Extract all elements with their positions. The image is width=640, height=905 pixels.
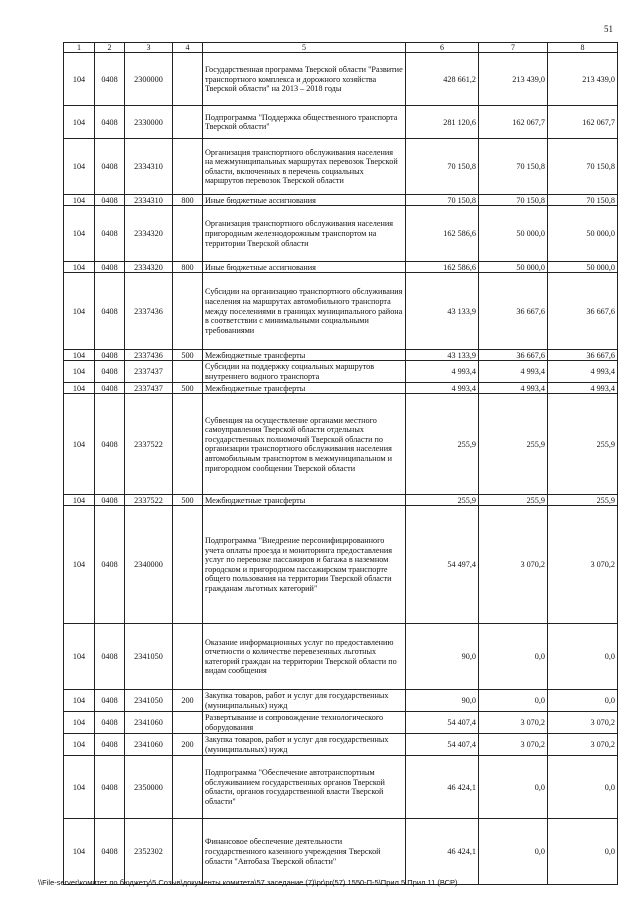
amount-cell: 36 667,6 bbox=[479, 273, 548, 350]
item-name-cell: Межбюджетные трансферты bbox=[203, 383, 406, 394]
expense-type-cell: 800 bbox=[173, 195, 203, 206]
column-header: 2 bbox=[95, 43, 125, 53]
amount-cell: 70 150,8 bbox=[406, 195, 479, 206]
target-article-cell: 2330000 bbox=[125, 106, 173, 139]
amount-cell: 90,0 bbox=[406, 690, 479, 712]
section-cell: 0408 bbox=[95, 195, 125, 206]
section-cell: 0408 bbox=[95, 734, 125, 756]
target-article-cell: 2352302 bbox=[125, 819, 173, 885]
amount-cell: 0,0 bbox=[548, 624, 618, 690]
amount-cell: 70 150,8 bbox=[548, 139, 618, 195]
expense-type-cell bbox=[173, 712, 203, 734]
code-cell: 104 bbox=[64, 394, 95, 495]
amount-cell: 162 067,7 bbox=[479, 106, 548, 139]
section-cell: 0408 bbox=[95, 383, 125, 394]
expense-type-cell: 800 bbox=[173, 262, 203, 273]
section-cell: 0408 bbox=[95, 106, 125, 139]
column-header: 6 bbox=[406, 43, 479, 53]
amount-cell: 0,0 bbox=[479, 624, 548, 690]
section-cell: 0408 bbox=[95, 394, 125, 495]
item-name-cell: Закупка товаров, работ и услуг для государственных (муниципальных) нужд bbox=[203, 734, 406, 756]
section-cell: 0408 bbox=[95, 262, 125, 273]
amount-cell: 70 150,8 bbox=[479, 195, 548, 206]
amount-cell: 0,0 bbox=[548, 819, 618, 885]
target-article-cell: 2341050 bbox=[125, 690, 173, 712]
target-article-cell: 2337437 bbox=[125, 361, 173, 383]
table-row bbox=[64, 139, 618, 195]
target-article-cell: 2337437 bbox=[125, 383, 173, 394]
amount-cell: 3 070,2 bbox=[479, 712, 548, 734]
target-article-cell: 2337436 bbox=[125, 350, 173, 361]
amount-cell: 46 424,1 bbox=[406, 819, 479, 885]
table-row bbox=[64, 690, 618, 712]
amount-cell: 3 070,2 bbox=[479, 506, 548, 624]
table-row bbox=[64, 350, 618, 361]
amount-cell: 54 497,4 bbox=[406, 506, 479, 624]
item-name-cell: Иные бюджетные ассигнования bbox=[203, 195, 406, 206]
table-row bbox=[64, 206, 618, 262]
expense-type-cell bbox=[173, 394, 203, 495]
code-cell: 104 bbox=[64, 273, 95, 350]
expense-type-cell: 200 bbox=[173, 690, 203, 712]
amount-cell: 281 120,6 bbox=[406, 106, 479, 139]
item-name-cell: Субвенция на осуществление органами местного самоуправления Тверской области отдельных государственных полномочий Тверской области по организации транспортного обслуживания населения автомобильным транспортом в межмуниципальном и пригородном сообщении Тверской области bbox=[203, 394, 406, 495]
section-cell: 0408 bbox=[95, 350, 125, 361]
table-body bbox=[64, 53, 618, 885]
amount-cell: 4 993,4 bbox=[548, 361, 618, 383]
amount-cell: 213 439,0 bbox=[548, 53, 618, 106]
budget-table bbox=[63, 42, 618, 885]
code-cell: 104 bbox=[64, 139, 95, 195]
amount-cell: 162 067,7 bbox=[548, 106, 618, 139]
target-article-cell: 2337522 bbox=[125, 495, 173, 506]
section-cell: 0408 bbox=[95, 53, 125, 106]
amount-cell: 4 993,4 bbox=[406, 361, 479, 383]
expense-type-cell bbox=[173, 361, 203, 383]
code-cell: 104 bbox=[64, 819, 95, 885]
code-cell: 104 bbox=[64, 383, 95, 394]
code-cell: 104 bbox=[64, 712, 95, 734]
amount-cell: 255,9 bbox=[406, 495, 479, 506]
section-cell: 0408 bbox=[95, 624, 125, 690]
code-cell: 104 bbox=[64, 106, 95, 139]
target-article-cell: 2341050 bbox=[125, 624, 173, 690]
amount-cell: 428 661,2 bbox=[406, 53, 479, 106]
amount-cell: 70 150,8 bbox=[479, 139, 548, 195]
item-name-cell: Подпрограмма "Внедрение персонифицированного учета оплаты проезда и мониторинга предоставления услуг по перевозке пассажиров и багажа в наземном городском и пригородном пассажирском транспорте общего пользования на территории Тверской области гражданам льготных категорий" bbox=[203, 506, 406, 624]
table-row bbox=[64, 819, 618, 885]
expense-type-cell bbox=[173, 273, 203, 350]
item-name-cell: Оказание информационных услуг по предоставлению отчетности о количестве перевезенных льготных категорий граждан на территории Тверской области по видам сообщения bbox=[203, 624, 406, 690]
item-name-cell: Организация транспортного обслуживания населения пригородным железнодорожным транспортом на территории Тверской области bbox=[203, 206, 406, 262]
table-row bbox=[64, 53, 618, 106]
column-header: 5 bbox=[203, 43, 406, 53]
target-article-cell: 2350000 bbox=[125, 756, 173, 819]
amount-cell: 70 150,8 bbox=[548, 195, 618, 206]
code-cell: 104 bbox=[64, 495, 95, 506]
column-header: 1 bbox=[64, 43, 95, 53]
amount-cell: 54 407,4 bbox=[406, 712, 479, 734]
table-row bbox=[64, 361, 618, 383]
item-name-cell: Иные бюджетные ассигнования bbox=[203, 262, 406, 273]
table-row bbox=[64, 756, 618, 819]
table-row bbox=[64, 383, 618, 394]
expense-type-cell bbox=[173, 106, 203, 139]
amount-cell: 255,9 bbox=[479, 394, 548, 495]
amount-cell: 3 070,2 bbox=[479, 734, 548, 756]
amount-cell: 36 667,6 bbox=[548, 273, 618, 350]
table-row bbox=[64, 506, 618, 624]
section-cell: 0408 bbox=[95, 495, 125, 506]
amount-cell: 36 667,6 bbox=[479, 350, 548, 361]
item-name-cell: Финансовое обеспечение деятельности государственного казенного учреждения Тверской области "Автобаза Тверской области" bbox=[203, 819, 406, 885]
amount-cell: 255,9 bbox=[406, 394, 479, 495]
amount-cell: 50 000,0 bbox=[548, 262, 618, 273]
expense-type-cell: 500 bbox=[173, 350, 203, 361]
amount-cell: 3 070,2 bbox=[548, 712, 618, 734]
expense-type-cell bbox=[173, 139, 203, 195]
amount-cell: 43 133,9 bbox=[406, 350, 479, 361]
code-cell: 104 bbox=[64, 195, 95, 206]
amount-cell: 50 000,0 bbox=[479, 206, 548, 262]
expense-type-cell: 500 bbox=[173, 383, 203, 394]
expense-type-cell: 200 bbox=[173, 734, 203, 756]
code-cell: 104 bbox=[64, 690, 95, 712]
target-article-cell: 2340000 bbox=[125, 506, 173, 624]
item-name-cell: Подпрограмма "Поддержка общественного транспорта Тверской области" bbox=[203, 106, 406, 139]
table-row bbox=[64, 712, 618, 734]
table-row bbox=[64, 394, 618, 495]
target-article-cell: 2334320 bbox=[125, 262, 173, 273]
amount-cell: 4 993,4 bbox=[479, 361, 548, 383]
amount-cell: 3 070,2 bbox=[548, 506, 618, 624]
table-row bbox=[64, 624, 618, 690]
column-header: 4 bbox=[173, 43, 203, 53]
section-cell: 0408 bbox=[95, 690, 125, 712]
section-cell: 0408 bbox=[95, 139, 125, 195]
code-cell: 104 bbox=[64, 361, 95, 383]
expense-type-cell bbox=[173, 506, 203, 624]
target-article-cell: 2337436 bbox=[125, 273, 173, 350]
expense-type-cell bbox=[173, 53, 203, 106]
amount-cell: 4 993,4 bbox=[406, 383, 479, 394]
code-cell: 104 bbox=[64, 262, 95, 273]
section-cell: 0408 bbox=[95, 506, 125, 624]
expense-type-cell bbox=[173, 624, 203, 690]
amount-cell: 255,9 bbox=[548, 495, 618, 506]
code-cell: 104 bbox=[64, 624, 95, 690]
section-cell: 0408 bbox=[95, 361, 125, 383]
table-row bbox=[64, 495, 618, 506]
amount-cell: 213 439,0 bbox=[479, 53, 548, 106]
target-article-cell: 2334310 bbox=[125, 139, 173, 195]
amount-cell: 0,0 bbox=[479, 819, 548, 885]
code-cell: 104 bbox=[64, 734, 95, 756]
column-header: 8 bbox=[548, 43, 618, 53]
item-name-cell: Субсидии на организацию транспортного обслуживания населения на маршрутах автомобильного транспорта между поселениями в границах муниципального района в соответствии с минимальными социальными требованиями bbox=[203, 273, 406, 350]
expense-type-cell bbox=[173, 819, 203, 885]
item-name-cell: Подпрограмма "Обеспечение автотранспортным обслуживанием государственных органов Тверской области, органов государственной власти Тверской области" bbox=[203, 756, 406, 819]
section-cell: 0408 bbox=[95, 206, 125, 262]
target-article-cell: 2337522 bbox=[125, 394, 173, 495]
item-name-cell: Межбюджетные трансферты bbox=[203, 350, 406, 361]
code-cell: 104 bbox=[64, 350, 95, 361]
table-row bbox=[64, 195, 618, 206]
amount-cell: 54 407,4 bbox=[406, 734, 479, 756]
target-article-cell: 2300000 bbox=[125, 53, 173, 106]
section-cell: 0408 bbox=[95, 756, 125, 819]
amount-cell: 3 070,2 bbox=[548, 734, 618, 756]
expense-type-cell bbox=[173, 756, 203, 819]
code-cell: 104 bbox=[64, 53, 95, 106]
amount-cell: 50 000,0 bbox=[548, 206, 618, 262]
table-row bbox=[64, 262, 618, 273]
amount-cell: 0,0 bbox=[479, 690, 548, 712]
section-cell: 0408 bbox=[95, 273, 125, 350]
amount-cell: 43 133,9 bbox=[406, 273, 479, 350]
section-cell: 0408 bbox=[95, 819, 125, 885]
amount-cell: 0,0 bbox=[479, 756, 548, 819]
target-article-cell: 2334320 bbox=[125, 206, 173, 262]
amount-cell: 70 150,8 bbox=[406, 139, 479, 195]
code-cell: 104 bbox=[64, 206, 95, 262]
amount-cell: 46 424,1 bbox=[406, 756, 479, 819]
item-name-cell: Закупка товаров, работ и услуг для государственных (муниципальных) нужд bbox=[203, 690, 406, 712]
column-header: 3 bbox=[125, 43, 173, 53]
amount-cell: 4 993,4 bbox=[479, 383, 548, 394]
table-row bbox=[64, 734, 618, 756]
amount-cell: 162 586,6 bbox=[406, 262, 479, 273]
section-cell: 0408 bbox=[95, 712, 125, 734]
page-number: 51 bbox=[604, 24, 613, 34]
amount-cell: 4 993,4 bbox=[548, 383, 618, 394]
amount-cell: 0,0 bbox=[548, 756, 618, 819]
amount-cell: 50 000,0 bbox=[479, 262, 548, 273]
target-article-cell: 2334310 bbox=[125, 195, 173, 206]
table-header bbox=[64, 43, 618, 53]
target-article-cell: 2341060 bbox=[125, 712, 173, 734]
amount-cell: 255,9 bbox=[548, 394, 618, 495]
amount-cell: 255,9 bbox=[479, 495, 548, 506]
item-name-cell: Субсидии на поддержку социальных маршрутов внутреннего водного транспорта bbox=[203, 361, 406, 383]
table-row bbox=[64, 273, 618, 350]
file-path-footer: \\File-server\комитет по бюджету\5 Созыв\документы комитета\57 заседание (7)\pr\pr(57) 1550-П-5\Прил 5 Прил 11 (ВСР) bbox=[38, 878, 458, 887]
code-cell: 104 bbox=[64, 756, 95, 819]
expense-type-cell bbox=[173, 206, 203, 262]
target-article-cell: 2341060 bbox=[125, 734, 173, 756]
expense-type-cell: 500 bbox=[173, 495, 203, 506]
amount-cell: 162 586,6 bbox=[406, 206, 479, 262]
item-name-cell: Организация транспортного обслуживания населения на межмуниципальных маршрутах перевозок Тверской области, включенных в перечень социальных маршрутов перевозок Тверской области bbox=[203, 139, 406, 195]
code-cell: 104 bbox=[64, 506, 95, 624]
item-name-cell: Развертывание и сопровождение технологического оборудования bbox=[203, 712, 406, 734]
amount-cell: 90,0 bbox=[406, 624, 479, 690]
column-header: 7 bbox=[479, 43, 548, 53]
item-name-cell: Государственная программа Тверской области "Развитие транспортного комплекса и дорожного хозяйства Тверской области" на 2013 – 2018 годы bbox=[203, 53, 406, 106]
table-row bbox=[64, 106, 618, 139]
amount-cell: 36 667,6 bbox=[548, 350, 618, 361]
amount-cell: 0,0 bbox=[548, 690, 618, 712]
item-name-cell: Межбюджетные трансферты bbox=[203, 495, 406, 506]
